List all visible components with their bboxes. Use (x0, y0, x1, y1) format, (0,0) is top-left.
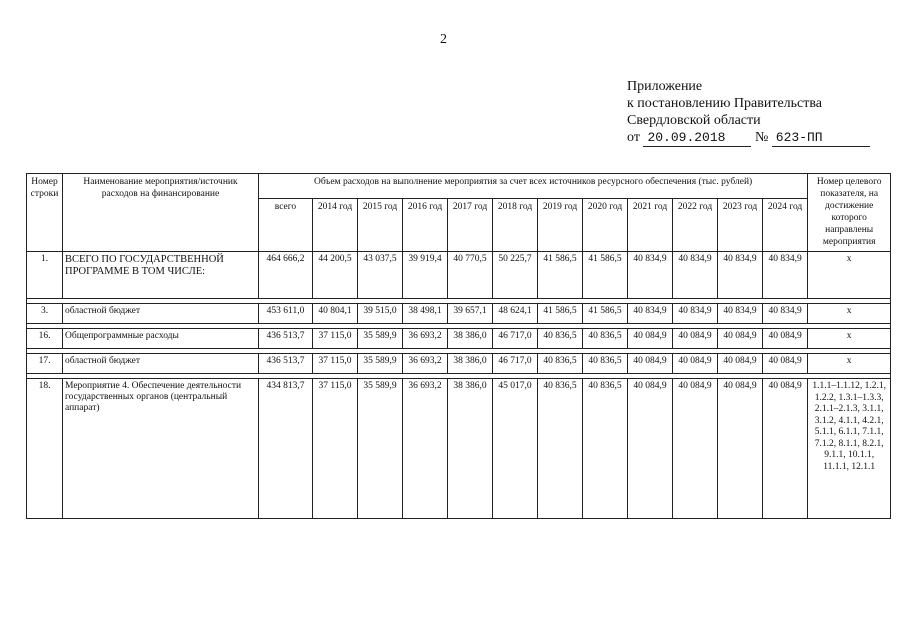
row-target: x (808, 252, 891, 299)
row-value: 39 919,4 (403, 252, 448, 299)
row-value: 40 084,9 (628, 379, 673, 519)
row-value: 40 084,9 (718, 354, 763, 374)
row-value: 35 589,9 (358, 329, 403, 349)
row-value: 50 225,7 (493, 252, 538, 299)
row-value: 40 084,9 (718, 329, 763, 349)
number-prefix: № (754, 130, 769, 145)
appendix-region: Свердловской области (627, 113, 761, 128)
table-row (27, 304, 891, 324)
header-name: Наименование мероприятия/источник расходов на финансирование (63, 174, 259, 252)
row-value: 37 115,0 (313, 329, 358, 349)
header-year: 2016 год (403, 199, 448, 252)
row-value: 46 717,0 (493, 354, 538, 374)
row-value: 36 693,2 (403, 379, 448, 519)
row-name: областной бюджет (63, 354, 259, 374)
resolution-number: 623-ПП (772, 129, 870, 147)
row-value: 39 657,1 (448, 304, 493, 324)
page-number: 2 (440, 32, 447, 47)
header-year: 2014 год (313, 199, 358, 252)
row-value: 41 586,5 (538, 304, 583, 324)
header-row-number: Номер строки (27, 174, 63, 252)
row-value: 40 084,9 (673, 354, 718, 374)
row-value: 40 084,9 (673, 379, 718, 519)
row-value: 40 836,5 (538, 354, 583, 374)
row-name: ВСЕГО ПО ГОСУДАРСТВЕННОЙ ПРОГРАММЕ В ТОМ ЧИСЛЕ: (63, 252, 259, 299)
header-year: 2020 год (583, 199, 628, 252)
row-value: 40 836,5 (583, 379, 628, 519)
table-row (27, 354, 891, 374)
date-prefix: от (627, 130, 640, 145)
appendix-title: Приложение (627, 79, 703, 94)
row-value: 40 836,5 (538, 329, 583, 349)
row-name: Мероприятие 4. Обеспечение деятельности государственных органов (центральный аппарат) (63, 379, 259, 519)
header-year: 2024 год (763, 199, 808, 252)
row-value: 38 498,1 (403, 304, 448, 324)
header-year: 2018 год (493, 199, 538, 252)
row-value: 40 834,9 (673, 304, 718, 324)
header-volume: Объем расходов на выполнение мероприятия за счет всех источников ресурсного обеспечения (тыс. рублей) (259, 174, 808, 199)
row-value: 40 834,9 (718, 252, 763, 299)
row-value: 48 624,1 (493, 304, 538, 324)
row-value: 40 084,9 (628, 329, 673, 349)
row-value: 40 834,9 (628, 252, 673, 299)
header-year: 2022 год (673, 199, 718, 252)
appendix-date-line (627, 129, 870, 147)
row-value: 35 589,9 (358, 379, 403, 519)
row-value: 40 084,9 (718, 379, 763, 519)
row-value: 40 770,5 (448, 252, 493, 299)
row-value: 40 084,9 (763, 329, 808, 349)
row-value: 36 693,2 (403, 329, 448, 349)
appendix-block (627, 78, 870, 147)
header-year: 2015 год (358, 199, 403, 252)
row-name: областной бюджет (63, 304, 259, 324)
header-total: всего (259, 199, 313, 252)
row-value: 40 834,9 (718, 304, 763, 324)
row-value: 38 386,0 (448, 354, 493, 374)
row-value: 45 017,0 (493, 379, 538, 519)
row-value: 40 084,9 (628, 354, 673, 374)
row-value: 44 200,5 (313, 252, 358, 299)
row-value: 40 834,9 (628, 304, 673, 324)
row-value: 40 834,9 (763, 304, 808, 324)
row-value: 40 084,9 (673, 329, 718, 349)
row-value: 40 834,9 (673, 252, 718, 299)
row-total: 434 813,7 (259, 379, 313, 519)
row-target: 1.1.1–1.1.12, 1.2.1, 1.2.2, 1.3.1–1.3.3, 2.1.1–2.1.3, 3.1.1, 3.1.2, 4.1.1, 4.2.1, 5.1.1, 6.1.1, 7.1.1, 7.1.2, 8.1.1, 8.2.1, 9.1.1, 10.1.1, 11.1.1, 12.1.1 (808, 379, 891, 519)
row-name: Общепрограммные расходы (63, 329, 259, 349)
header-year: 2017 год (448, 199, 493, 252)
row-value: 38 386,0 (448, 329, 493, 349)
header-target: Номер целевого показателя, на достижение которого направлены мероприятия (808, 174, 891, 252)
appendix-resolution: к постановлению Правительства (627, 96, 823, 111)
row-value: 41 586,5 (583, 304, 628, 324)
row-total: 464 666,2 (259, 252, 313, 299)
table-row (27, 252, 891, 299)
row-value: 36 693,2 (403, 354, 448, 374)
row-value: 35 589,9 (358, 354, 403, 374)
row-total: 436 513,7 (259, 329, 313, 349)
row-value: 40 804,1 (313, 304, 358, 324)
row-value: 41 586,5 (538, 252, 583, 299)
row-value: 41 586,5 (583, 252, 628, 299)
row-value: 40 834,9 (763, 252, 808, 299)
row-value: 38 386,0 (448, 379, 493, 519)
row-number: 17. (27, 354, 63, 374)
row-number: 18. (27, 379, 63, 519)
header-year: 2023 год (718, 199, 763, 252)
row-value: 43 037,5 (358, 252, 403, 299)
resolution-date: 20.09.2018 (643, 129, 751, 147)
row-number: 16. (27, 329, 63, 349)
row-target: x (808, 354, 891, 374)
header-year: 2019 год (538, 199, 583, 252)
row-value: 40 084,9 (763, 379, 808, 519)
row-value: 46 717,0 (493, 329, 538, 349)
row-total: 453 611,0 (259, 304, 313, 324)
row-target: x (808, 304, 891, 324)
row-total: 436 513,7 (259, 354, 313, 374)
row-value: 37 115,0 (313, 354, 358, 374)
row-number: 1. (27, 252, 63, 299)
row-value: 40 836,5 (583, 354, 628, 374)
row-number: 3. (27, 304, 63, 324)
row-target: x (808, 329, 891, 349)
row-value: 40 836,5 (538, 379, 583, 519)
row-value: 40 084,9 (763, 354, 808, 374)
table-row (27, 329, 891, 349)
row-value: 40 836,5 (583, 329, 628, 349)
row-value: 39 515,0 (358, 304, 403, 324)
budget-table (26, 173, 891, 519)
row-value: 37 115,0 (313, 379, 358, 519)
header-year: 2021 год (628, 199, 673, 252)
table-row (27, 379, 891, 519)
